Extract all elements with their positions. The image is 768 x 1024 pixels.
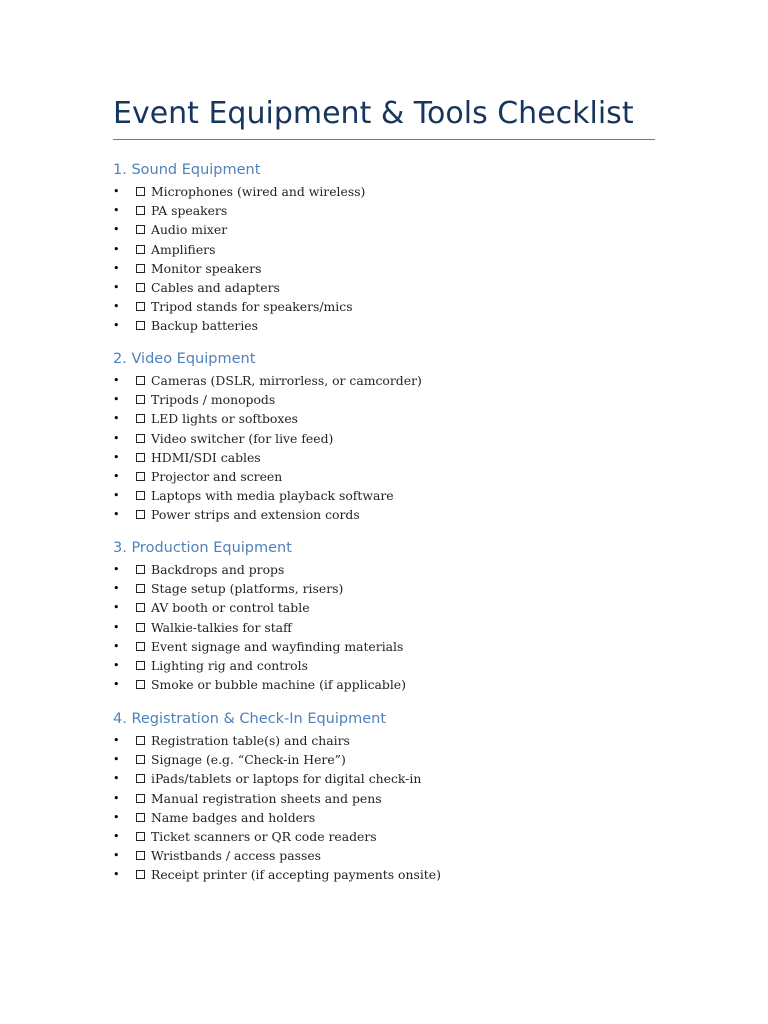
checkbox-icon[interactable] (136, 623, 145, 632)
checkbox-icon[interactable] (136, 584, 145, 593)
checkbox-icon[interactable] (136, 434, 145, 443)
checkbox-icon[interactable] (136, 832, 145, 841)
checklist-item-label: Stage setup (platforms, risers) (151, 581, 344, 597)
bullet-icon: • (113, 734, 120, 747)
section-sound-equipment (113, 160, 673, 336)
checklist-item-label: Projector and screen (151, 468, 283, 484)
checklist-item-label: Video switcher (for live feed) (151, 430, 334, 446)
checklist-item (113, 448, 673, 467)
checkbox-icon[interactable] (136, 774, 145, 783)
checklist-item-label: PA speakers (151, 203, 228, 219)
checklist (113, 371, 673, 525)
section-heading: 4. Registration & Check-In Equipment (113, 711, 387, 727)
bullet-icon: • (113, 563, 120, 576)
checklist-item-label: Ticket scanners or QR code readers (151, 828, 377, 844)
checklist-item (113, 769, 673, 788)
bullet-icon: • (113, 601, 120, 615)
checklist-item-label: Power strips and extension cords (151, 507, 360, 523)
bullet-icon: • (113, 393, 120, 407)
checkbox-icon[interactable] (136, 414, 145, 423)
checklist-item-label: iPads/tablets or laptops for digital check-in (151, 771, 422, 787)
bullet-icon: • (113, 849, 120, 863)
bullet-icon: • (113, 431, 120, 445)
checklist-item-label: Tripods / monopods (151, 392, 276, 408)
checklist-item (113, 618, 673, 637)
checklist-item-label: LED lights or softboxes (151, 411, 299, 427)
bullet-icon: • (113, 242, 120, 256)
checklist-item (113, 429, 673, 448)
bullet-icon: • (113, 582, 120, 596)
bullet-icon: • (113, 620, 120, 634)
checkbox-icon[interactable] (136, 453, 145, 462)
checkbox-icon[interactable] (136, 794, 145, 803)
checkbox-icon[interactable] (136, 755, 145, 764)
checklist-item (113, 505, 673, 524)
checklist-item (113, 637, 673, 656)
checklist-item (113, 316, 673, 335)
bullet-icon: • (113, 658, 120, 672)
checklist-item (113, 390, 673, 409)
checkbox-icon[interactable] (136, 321, 145, 330)
checkbox-icon[interactable] (136, 851, 145, 860)
checklist-item-label: Backup batteries (151, 318, 258, 334)
bullet-icon: • (113, 772, 120, 786)
checklist (113, 731, 673, 885)
checklist-item-label: Manual registration sheets and pens (151, 790, 382, 806)
section-production-equipment (113, 538, 673, 694)
bullet-icon: • (113, 412, 120, 426)
bullet-icon: • (113, 791, 120, 805)
checklist-item-label: Backdrops and props (151, 562, 285, 577)
checkbox-icon[interactable] (136, 813, 145, 822)
checklist-item (113, 201, 673, 220)
checklist-item (113, 598, 673, 617)
checkbox-icon[interactable] (136, 736, 145, 745)
checkbox-icon[interactable] (136, 264, 145, 273)
checkbox-icon[interactable] (136, 376, 145, 385)
bullet-icon: • (113, 810, 120, 824)
checklist (113, 560, 673, 694)
checkbox-icon[interactable] (136, 283, 145, 292)
checklist-item (113, 827, 673, 846)
bullet-icon: • (113, 450, 120, 464)
checklist-item (113, 808, 673, 827)
checkbox-icon[interactable] (136, 225, 145, 234)
checklist-item-label: Monitor speakers (151, 260, 262, 276)
checklist-item (113, 278, 673, 297)
checklist-item-label: Receipt printer (if accepting payments onsite) (151, 867, 441, 883)
checkbox-icon[interactable] (136, 661, 145, 670)
checklist-item-label: Cameras (DSLR, mirrorless, or camcorder) (151, 373, 422, 388)
bullet-icon: • (113, 508, 120, 522)
checklist-item (113, 182, 673, 201)
checklist-item-label: HDMI/SDI cables (151, 449, 261, 465)
bullet-icon: • (113, 639, 120, 653)
checklist-item-label: Signage (e.g. “Check-in Here”) (151, 752, 346, 768)
checklist-item (113, 371, 673, 390)
checkbox-icon[interactable] (136, 603, 145, 612)
checkbox-icon[interactable] (136, 302, 145, 311)
section-video-equipment (113, 349, 673, 525)
checkbox-icon[interactable] (136, 510, 145, 519)
checkbox-icon[interactable] (136, 472, 145, 481)
bullet-icon: • (113, 204, 120, 218)
checkbox-icon[interactable] (136, 187, 145, 196)
checklist-item (113, 486, 673, 505)
bullet-icon: • (113, 261, 120, 275)
checklist-item (113, 259, 673, 278)
checklist-item (113, 865, 673, 884)
checkbox-icon[interactable] (136, 395, 145, 404)
checklist-item-label: Audio mixer (151, 222, 228, 238)
checklist-item-label: Wristbands / access passes (151, 848, 322, 864)
checklist-item (113, 846, 673, 865)
checkbox-icon[interactable] (136, 680, 145, 689)
checklist-item-label: Amplifiers (151, 241, 216, 257)
section-heading: 1. Sound Equipment (113, 162, 261, 178)
document-title: Event Equipment & Tools Checklist (113, 96, 634, 131)
bullet-icon: • (113, 489, 120, 503)
checklist-item (113, 789, 673, 808)
bullet-icon: • (113, 753, 120, 767)
checkbox-icon[interactable] (136, 870, 145, 879)
checklist-item-label: Event signage and wayfinding materials (151, 638, 404, 654)
bullet-icon: • (113, 185, 120, 198)
checklist-item (113, 750, 673, 769)
checklist-item-label: Laptops with media playback software (151, 488, 394, 504)
checklist-item (113, 656, 673, 675)
checklist-item (113, 467, 673, 486)
checklist-item-label: AV booth or control table (151, 600, 310, 616)
checklist-item-label: Walkie-talkies for staff (151, 619, 292, 635)
checkbox-icon[interactable] (136, 491, 145, 500)
checklist-item (113, 240, 673, 259)
checklist-item-label: Microphones (wired and wireless) (151, 184, 366, 199)
bullet-icon: • (113, 868, 120, 882)
checklist (113, 182, 673, 336)
bullet-icon: • (113, 829, 120, 843)
checklist-item-label: Registration table(s) and chairs (151, 733, 350, 748)
bullet-icon: • (113, 280, 120, 294)
checklist-item (113, 297, 673, 316)
checklist-item (113, 560, 673, 579)
checklist-item (113, 220, 673, 239)
checklist-item-label: Tripod stands for speakers/mics (151, 299, 353, 315)
section-heading: 2. Video Equipment (113, 351, 256, 367)
bullet-icon: • (113, 469, 120, 483)
bullet-icon: • (113, 223, 120, 237)
checkbox-icon[interactable] (136, 245, 145, 254)
checkbox-icon[interactable] (136, 206, 145, 215)
checklist-item (113, 675, 673, 694)
checklist-item-label: Cables and adapters (151, 279, 280, 295)
checklist-item (113, 409, 673, 428)
bullet-icon: • (113, 319, 120, 333)
title-underline (113, 139, 655, 140)
bullet-icon: • (113, 300, 120, 314)
checklist-item-label: Name badges and holders (151, 809, 316, 825)
checklist-item-label: Lighting rig and controls (151, 657, 308, 673)
section-registration-check-in-equipment (113, 709, 673, 885)
checklist-item (113, 579, 673, 598)
bullet-icon: • (113, 678, 120, 692)
checkbox-icon[interactable] (136, 565, 145, 574)
checkbox-icon[interactable] (136, 642, 145, 651)
bullet-icon: • (113, 374, 120, 387)
checklist-item (113, 731, 673, 750)
checklist-item-label: Smoke or bubble machine (if applicable) (151, 677, 406, 693)
section-heading: 3. Production Equipment (113, 540, 292, 556)
